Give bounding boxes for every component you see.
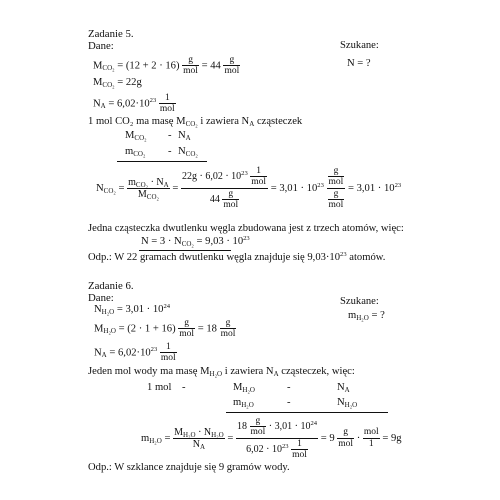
z6-dash0: - xyxy=(182,382,186,393)
z6-molar-mass-line: MH₂O = (2 · 1 + 16) $\frac{g}{\text{mol}}$ = 18 $\frac{g}{\text{mol}}$ xyxy=(94,318,236,340)
z6-prop-row1-left: MH₂O xyxy=(233,382,255,394)
z6-statement: Jeden mol wody ma masę MH₂O i zawiera NA cząsteczek, więc: xyxy=(88,366,355,378)
z5-n3-line: $N = 3 \cdot NCO_2 = 9,03 \cdot 10^{23}$ xyxy=(141,235,250,248)
z6-prop-row2-right: NH₂O xyxy=(337,397,358,409)
z6-molecules-line: $NH_2O = 3,01 \cdot 10^{24}$ xyxy=(94,303,171,316)
z5-szukane: Szukane: xyxy=(340,40,379,51)
z5-prop-row2-right: NCO₂ xyxy=(178,146,198,158)
z5-answer: Odp.: W 22 gramach dwutlenku węgla znajduje się $9,03\cdot 10^{23}$ atomów. xyxy=(88,251,386,263)
z5-prop-row1-left: MCO₂ xyxy=(125,130,147,142)
z6-prop-row2-left: mH₂O xyxy=(233,397,254,409)
z5-atoms-line: Jedna cząsteczka dwutlenku węgla zbudowana jest z trzech atomów, więc: xyxy=(88,223,404,234)
z6-one-mol: 1 mol xyxy=(147,382,172,393)
z6-title: Zadanie 6. xyxy=(88,280,134,292)
z6-answer: Odp.: W szklance znajduje się 9 gramów wody. xyxy=(88,462,290,473)
z5-prop-dash2: - xyxy=(168,146,172,157)
z5-prop-rule xyxy=(117,161,207,162)
z5-mass-line: MCO₂ = 22g xyxy=(93,77,142,89)
z6-prop-rule xyxy=(226,412,388,413)
z5-n3-rule xyxy=(139,250,231,251)
z5-prop-row1-right: NA xyxy=(178,130,191,142)
z6-calc-line: mH₂O = $\frac{M_{H_2O} \cdot N_{H_2O}}{N_A}$ = 18 $\frac{g}{\text{mol}}$ · $3,01 \cdot 10^{24}$ $6,02 \cdot 10^{23}$ $\frac{1}{\text{mol}}$ = 9 $\frac{g}{\text{mol}}$ · $\frac{\text{mol}}{1}$ = 9g xyxy=(141,416,402,461)
z6-dane: Dane: xyxy=(88,292,114,304)
z5-prop-dash1: - xyxy=(168,130,172,141)
z6-avogadro-line: NA = $6,02\cdot 10^{23}$ $\frac{1}{\text{mol}}$ xyxy=(94,342,176,364)
z6-szukane: Szukane: xyxy=(340,296,379,307)
z5-prop-row2-left: mCO₂ xyxy=(125,146,146,158)
z5-statement: 1 mol CO₂ ma masę MCO₂ i zawiera NA cząsteczek xyxy=(88,116,303,128)
z6-prop-dash2: - xyxy=(287,397,291,408)
z6-prop-row1-right: NA xyxy=(337,382,350,394)
z5-calc-line: NCO₂ = $\frac{m_{CO_2} \cdot N_A}{M_{CO_2}}$ = $22g \cdot 6,02 \cdot 10^{23}$ $\frac{1}{\text{mol}}$ 44 $\frac{g}{\text{mol}}$ = $3,01 \cdot 10^{23}$ $\frac{\frac{g}{\text{mol}}}{\frac{g}{\text{mol}}}$ = $3,01 \cdot 10^{23}$ xyxy=(96,166,402,211)
z5-avogadro-line: NA = $6,02\cdot 10^{23}$ $\frac{1}{\text{mol}}$ xyxy=(93,93,175,115)
z6-prop-dash1: - xyxy=(287,382,291,393)
z5-title: Zadanie 5. xyxy=(88,28,134,40)
z6-find: mH₂O = ? xyxy=(348,310,385,322)
z5-dane: Dane: xyxy=(88,40,114,52)
z5-molar-mass-line: MCO₂ = (12 + 2 · 16) $\frac{g}{\text{mol}}$ = 44 $\frac{g}{\text{mol}}$ xyxy=(93,55,240,77)
z5-find: N = ? xyxy=(347,58,371,69)
